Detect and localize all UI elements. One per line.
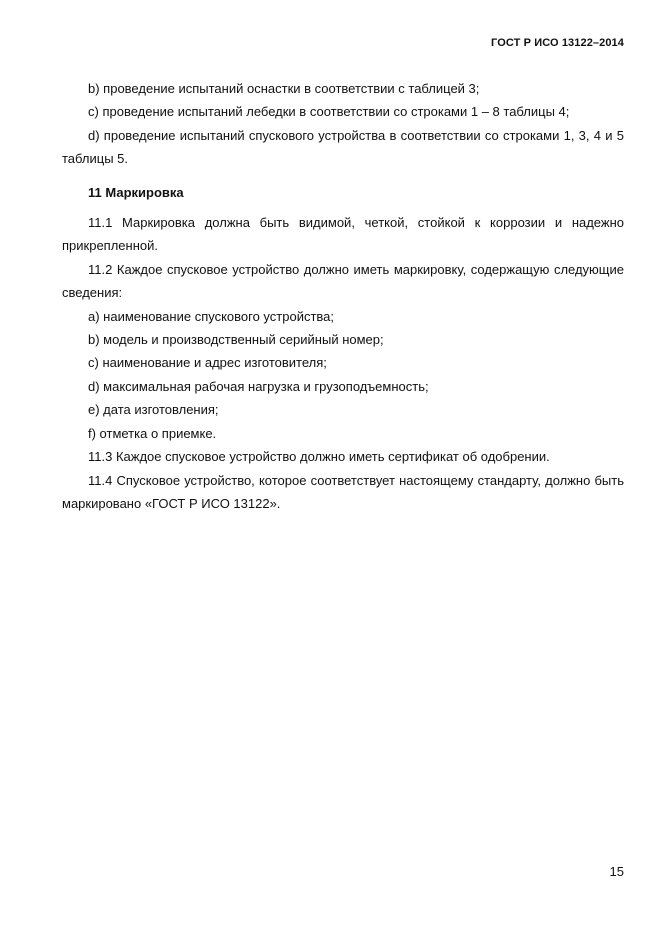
marking-item-e: e) дата изготовления; [88, 402, 219, 418]
clause-11-4: 11.4 Спусковое устройство, которое соответствует настоящему стандарту, должно быть маркировано «ГОСТ Р ИСО 13122». [62, 472, 624, 511]
list-item-d-top: d) проведение испытаний спускового устройства в соответствии со строками 1, 3, 4 и 5 таблицы 5. [62, 127, 624, 167]
marking-item-c: c) наименование и адрес изготовителя; [88, 355, 327, 371]
document-header-code: ГОСТ Р ИСО 13122–2014 [491, 37, 624, 49]
page-number: 15 [609, 864, 624, 879]
list-item-c-top: c) проведение испытаний лебедки в соответствии со строками 1 – 8 таблицы 4; [88, 104, 570, 120]
list-item-b-top: b) проведение испытаний оснастки в соответствии с таблицей 3; [88, 81, 480, 96]
clause-11-3: 11.3 Каждое спусковое устройство должно иметь сертификат об одобрении. [88, 449, 550, 465]
marking-item-b: b) модель и производственный серийный номер; [88, 332, 384, 348]
section-heading-marking: 11 Маркировка [88, 184, 184, 200]
marking-item-d: d) максимальная рабочая нагрузка и грузоподъемность; [88, 378, 429, 394]
page-body [62, 77, 624, 515]
marking-item-f: f) отметка о приемке. [88, 425, 217, 441]
marking-item-a: a) наименование спускового устройства; [88, 308, 335, 324]
clause-11-1: 11.1 Маркировка должна быть видимой, четкой, стойкой к коррозии и надежно прикрепленной. [62, 215, 624, 254]
clause-11-2: 11.2 Каждое спусковое устройство должно иметь маркировку, содержащую следующие сведения: [62, 261, 624, 301]
